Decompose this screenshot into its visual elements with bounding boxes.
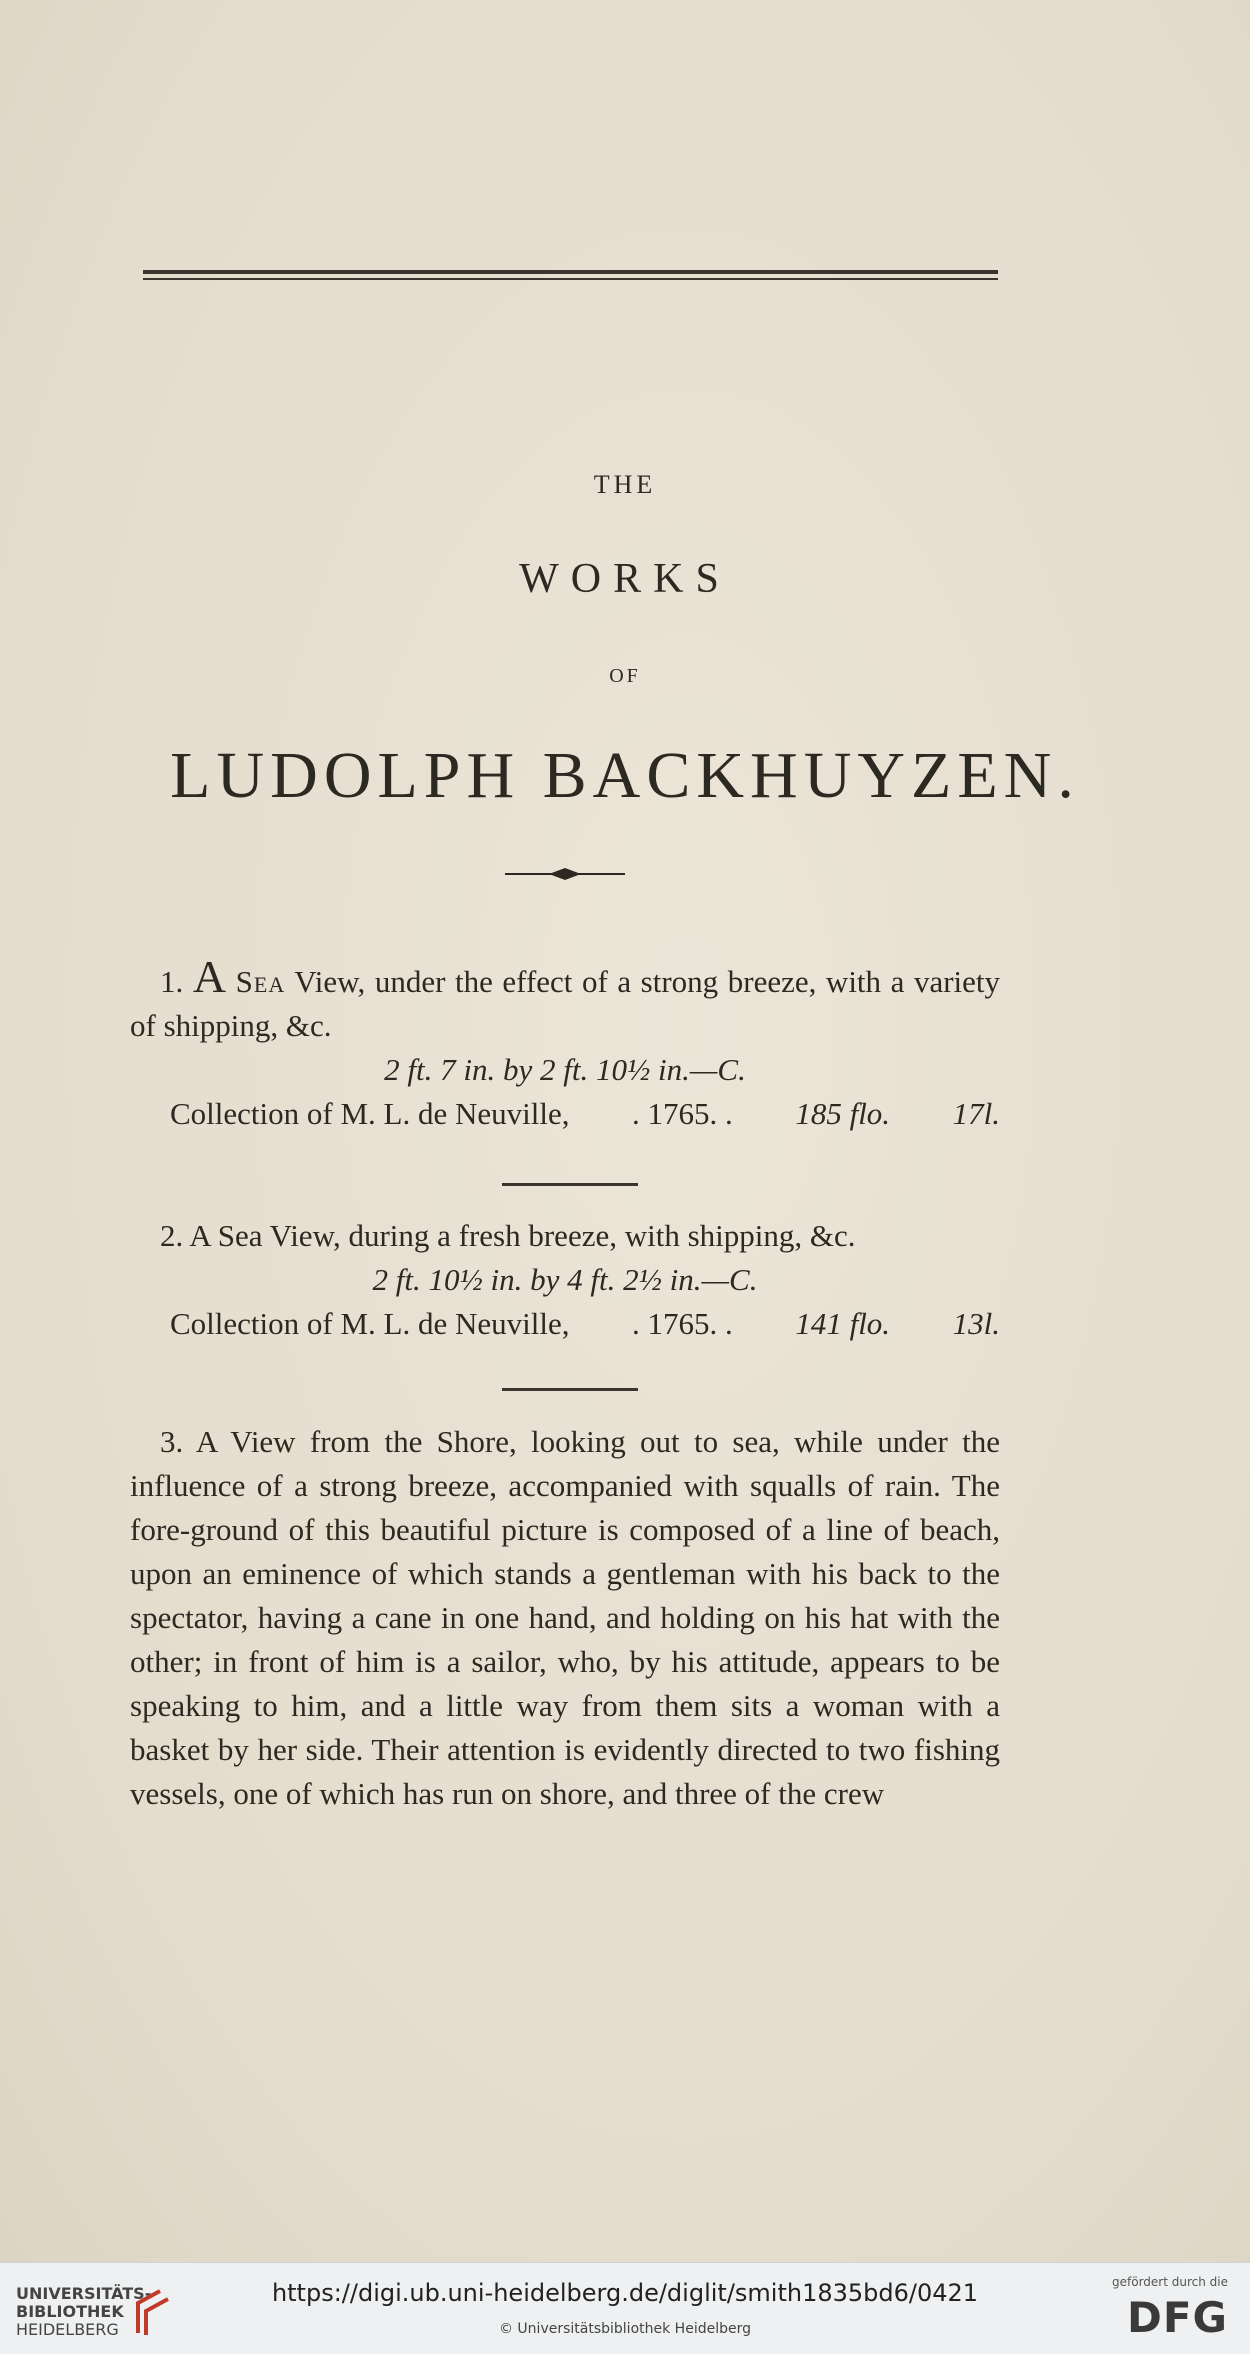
entry-separator [502, 1183, 638, 1186]
entry-number: 3. [160, 1424, 184, 1459]
entry-2 [130, 1214, 1000, 1346]
viewer-footer [0, 2262, 1250, 2354]
price-pounds: 13l. [952, 1306, 1000, 1341]
entry-number: 1. [160, 964, 184, 999]
entry-collection-line [130, 1092, 1000, 1136]
collection-year: . 1765. . [632, 1096, 733, 1131]
collection-year: . 1765. . [632, 1306, 733, 1341]
drop-letter: A [192, 951, 227, 1002]
funding-note: gefördert durch die [1112, 2275, 1228, 2289]
entry-dimensions: 2 ft. 7 in. by 2 ft. 10½ in.—C. [384, 1052, 746, 1087]
small-caps-word: Sea [235, 964, 286, 999]
price-florins: 185 flo. [795, 1096, 891, 1131]
entry-collection-line [130, 1302, 1000, 1346]
entry-separator [502, 1388, 638, 1391]
top-rule-thick [143, 270, 998, 274]
title-artist-name: LUDOLPH BACKHUYZEN. [170, 739, 1080, 812]
entry-text: A Sea View, during a fresh breeze, with shipping, &c. [189, 1218, 856, 1253]
collection-name: Collection of M. L. de Neuville, [170, 1096, 570, 1131]
entry-number: 2. [160, 1218, 184, 1253]
logo-line-3: HEIDELBERG [16, 2320, 119, 2339]
price-florins: 141 flo. [795, 1306, 891, 1341]
entry-1 [130, 951, 1001, 1136]
title-works: WORKS [519, 556, 731, 602]
entry-text: View, under the effect of a strong breeze, with a variety of shipping, &c. [130, 964, 1001, 1043]
collection-name: Collection of M. L. de Neuville, [170, 1306, 570, 1341]
copyright-text: © Universitätsbibliothek Heidelberg [498, 2321, 751, 2337]
entry-3 [130, 1420, 1000, 1816]
entry-dimensions: 2 ft. 10½ in. by 4 ft. 2½ in.—C. [372, 1262, 758, 1297]
logo-line-2: BIBLIOTHEK [16, 2302, 124, 2321]
logo-line-1: UNIVERSITÄTS- [16, 2284, 152, 2303]
title-of: OF [609, 665, 641, 687]
dfg-logo: DFG [1126, 2293, 1228, 2342]
top-rule-thin [143, 278, 998, 280]
title-the: THE [593, 470, 657, 499]
price-pounds: 17l. [952, 1096, 1000, 1131]
permalink-url[interactable]: https://digi.ub.uni-heidelberg.de/diglit/smith1835bd6/0421 [271, 2279, 979, 2307]
entry-text: A View from the Shore, looking out to sea, while under the influence of a strong breeze, accompanied with squalls of rain. The fore-ground of this beautiful picture is composed of a line of beach, upon an eminence of which stands a gentleman with his back to the spectator, having a cane in one hand, and holding on his hat with the other; in front of him is a sailor, who, by his attitude, appears to be speaking to him, and a little way from them sits a woman with a basket by her side. Their attention is evidently directed to two fishing vessels, one of which has run on shore, and three of the crew [130, 1424, 1000, 1811]
ornament-divider-icon [505, 866, 625, 882]
